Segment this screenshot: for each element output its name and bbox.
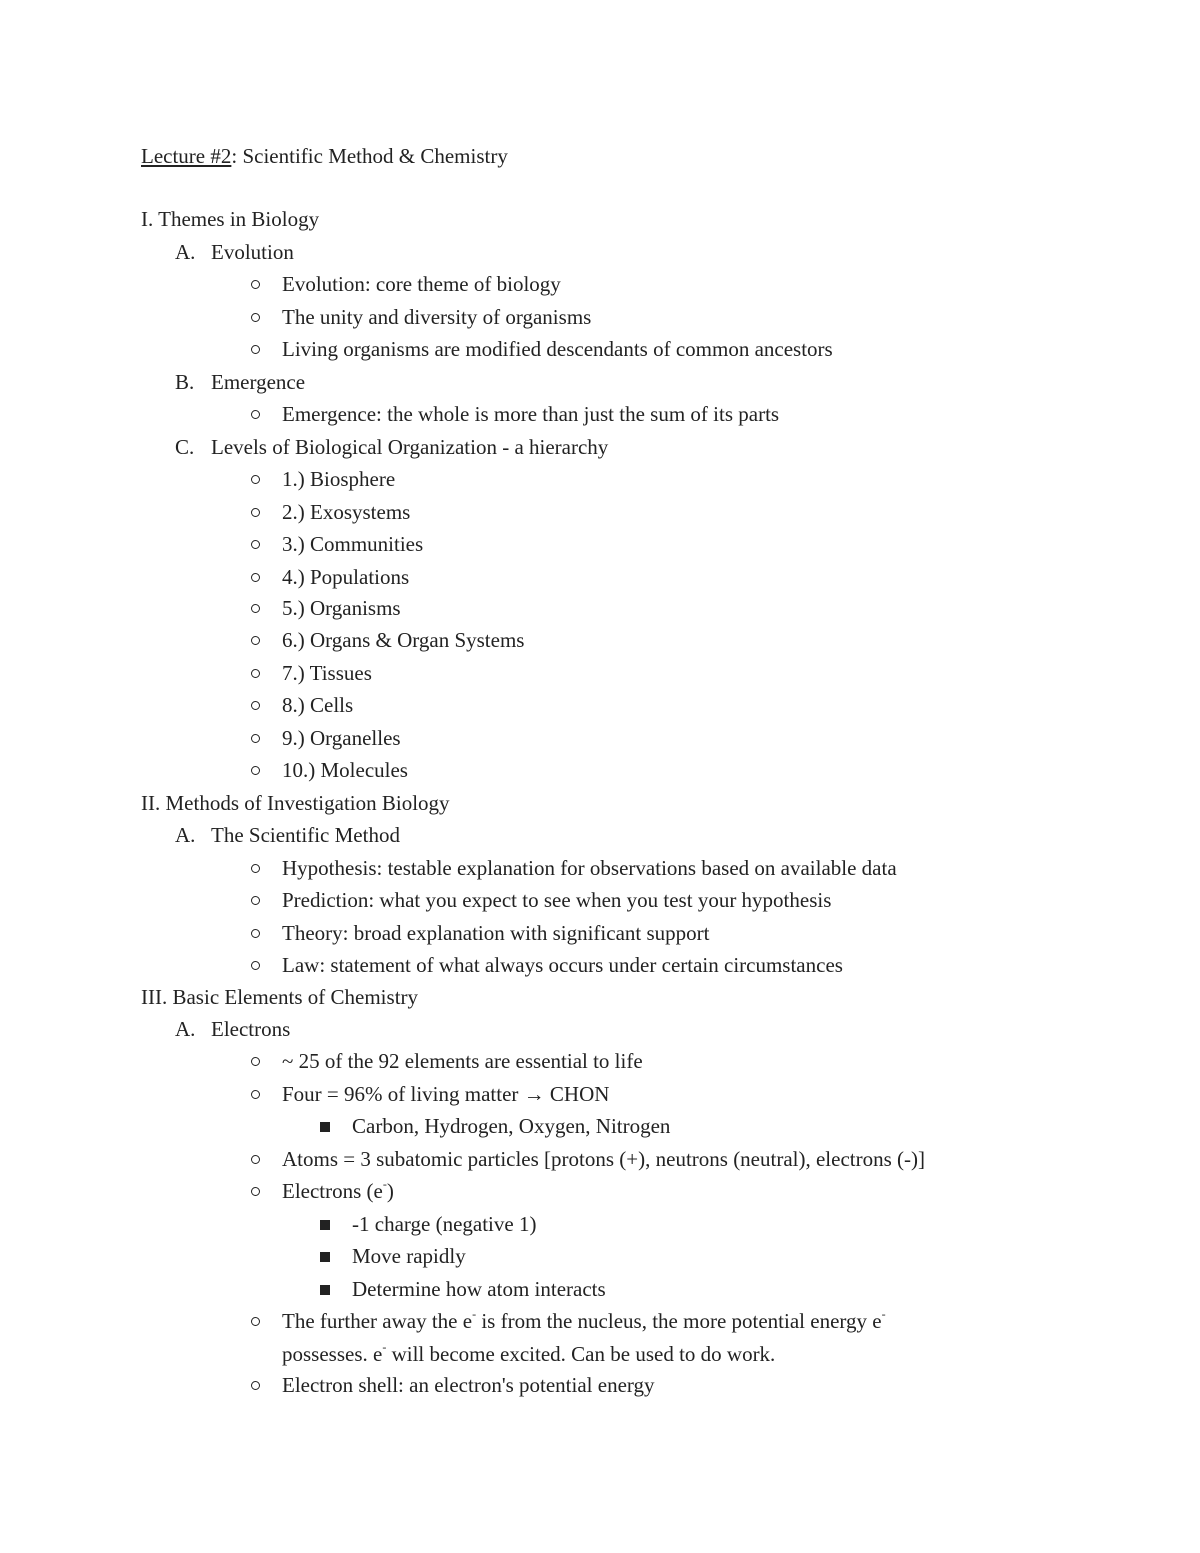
list-item: Evolution: core theme of biology — [282, 272, 561, 296]
list-item: 4.) Populations — [282, 565, 410, 589]
title-separator: : — [231, 144, 243, 168]
text-run: The further away the e — [282, 1309, 473, 1333]
text-run: possesses. e — [282, 1342, 383, 1366]
superscript: - — [881, 1307, 886, 1321]
list-item: 5.) Organisms — [282, 596, 401, 620]
sub-list-item: Move rapidly — [352, 1244, 466, 1268]
list-item: Theory: broad explanation with significant support — [282, 921, 710, 945]
list-item: Electron shell: an electron's potential energy — [282, 1373, 655, 1397]
list-item: 8.) Cells — [282, 693, 354, 717]
subsection-title: Levels of Biological Organization - a hierarchy — [211, 435, 609, 459]
subsection-title: The Scientific Method — [211, 823, 400, 847]
subsection-title: Electrons — [211, 1017, 291, 1041]
list-item: Living organisms are modified descendants of common ancestors — [282, 337, 833, 361]
list-item: ~ 25 of the 92 elements are essential to life — [282, 1049, 643, 1073]
list-item — [282, 1175, 394, 1208]
text-run: will become excited. Can be used to do work. — [386, 1342, 776, 1366]
list-item: 1.) Biosphere — [282, 467, 396, 491]
subsection-title: Evolution — [211, 240, 294, 264]
section-heading: I. Themes in Biology — [141, 207, 320, 231]
sub-list-item: Carbon, Hydrogen, Oxygen, Nitrogen — [352, 1114, 671, 1138]
subsection-label: A. — [175, 1017, 196, 1041]
list-item: Hypothesis: testable explanation for observations based on available data — [282, 856, 897, 880]
list-item: 10.) Molecules — [282, 758, 408, 782]
lecture-number: Lecture #2 — [141, 144, 232, 168]
superscript: - — [472, 1307, 477, 1321]
list-item-continuation — [282, 1338, 775, 1371]
list-item — [282, 1305, 886, 1338]
lecture-topic: Scientific Method & Chemistry — [242, 144, 508, 168]
subsection-label: C. — [175, 435, 195, 459]
list-item: The unity and diversity of organisms — [282, 305, 592, 329]
list-item: Prediction: what you expect to see when you test your hypothesis — [282, 888, 832, 912]
subsection-label: B. — [175, 370, 195, 394]
subsection-label: A. — [175, 240, 196, 264]
sub-list-item: Determine how atom interacts — [352, 1277, 606, 1301]
list-item: 6.) Organs & Organ Systems — [282, 628, 525, 652]
section-heading: III. Basic Elements of Chemistry — [141, 985, 419, 1009]
list-item: 2.) Exosystems — [282, 500, 411, 524]
section-heading: II. Methods of Investigation Biology — [141, 791, 450, 815]
subsection-title: Emergence — [211, 370, 306, 394]
lecture-title — [141, 140, 508, 173]
sub-list-item: -1 charge (negative 1) — [352, 1212, 537, 1236]
list-item: 7.) Tissues — [282, 661, 372, 685]
text-run: ) — [386, 1179, 394, 1203]
text-run: Electrons (e — [282, 1179, 383, 1203]
list-item: 3.) Communities — [282, 532, 424, 556]
superscript: - — [382, 1177, 387, 1191]
list-item: Law: statement of what always occurs under certain circumstances — [282, 953, 843, 977]
subsection-label: A. — [175, 823, 196, 847]
list-item: Four = 96% of living matter → CHON — [282, 1082, 610, 1106]
text-run: is from the nucleus, the more potential energy e — [476, 1309, 882, 1333]
list-item: Atoms = 3 subatomic particles [protons (+), neutrons (neutral), electrons (-)] — [282, 1147, 926, 1171]
list-item: Emergence: the whole is more than just the sum of its parts — [282, 402, 780, 426]
list-item: 9.) Organelles — [282, 726, 401, 750]
superscript: - — [382, 1340, 387, 1354]
